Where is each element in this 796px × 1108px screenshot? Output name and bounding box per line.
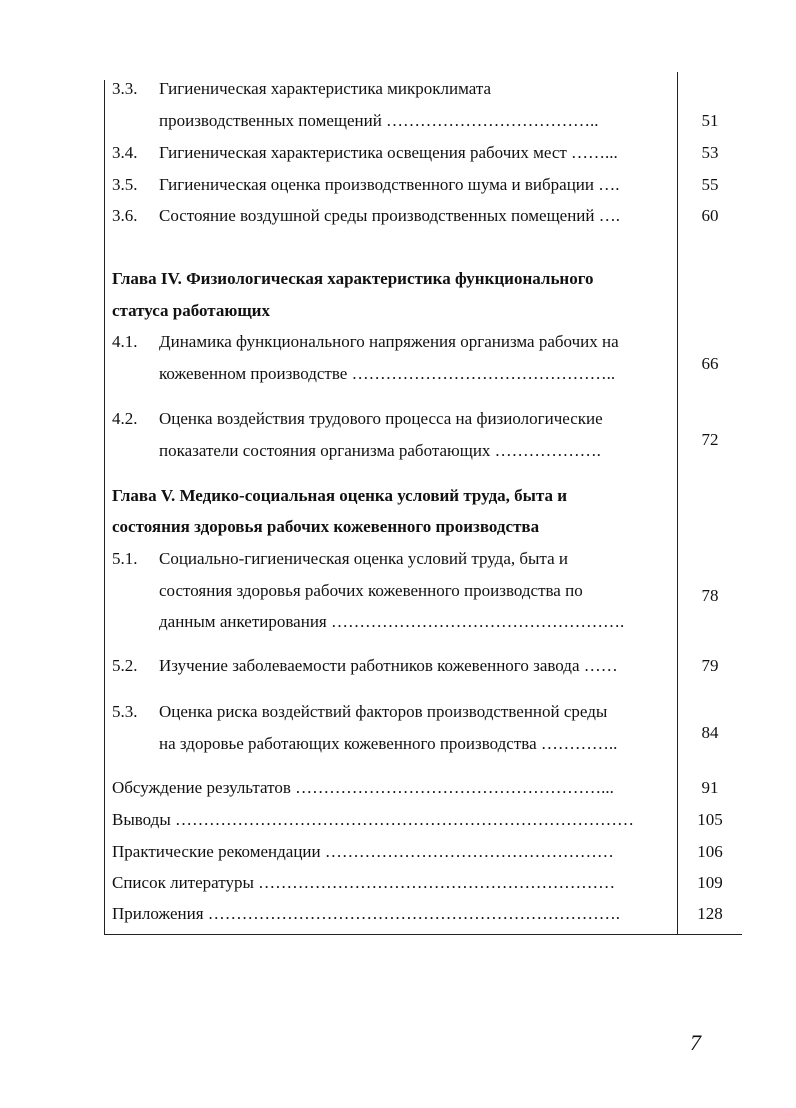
toc-entry-5-1-line-3: данным анкетирования ……………………………………………. [159,612,625,631]
toc-entry-title: Социально-гигиеническая оценка условий труда, быта и [159,549,568,568]
toc-entry-title: Гигиеническая характеристика освещения рабочих мест ……... [159,143,618,162]
chapter-4-heading-line-1: Глава IV. Физиологическая характеристика функционального [112,269,594,288]
toc-entry-3-6 [112,206,620,226]
toc-entry-3-5 [112,175,620,195]
toc-entry-title: Динамика функционального напряжения организма рабочих на [159,332,619,351]
toc-entry-title: Гигиеническая оценка производственного шума и вибрации …. [159,175,620,194]
toc-page-number: 51 [701,111,719,130]
toc-entry-3-4 [112,143,618,163]
toc-entry-title: Изучение заболеваемости работников кожевенного завода …… [159,656,618,675]
toc-page-number: 91 [701,778,719,797]
toc-entry-4-2-line-1 [112,409,603,429]
toc-entry-4-1-line-2: кожевенном производстве ……………………………………….. [159,364,616,383]
toc-page-number: 105 [697,810,723,829]
chapter-4-heading-line-2: статуса работающих [112,301,270,320]
toc-entry-5-1-line-1 [112,549,568,569]
toc-page-number: 79 [701,656,719,675]
toc-entry-4-1-line-1 [112,332,619,352]
toc-entry-references: Список литературы ……………………………………………………… [112,873,616,892]
toc-entry-number: 3.6. [112,206,138,225]
chapter-5-heading-line-1: Глава V. Медико-социальная оценка условий труда, быта и [112,486,568,505]
toc-page-number: 106 [697,842,723,861]
toc-entry-discussion: Обсуждение результатов ………………………………………………... [112,778,614,797]
toc-page-number: 66 [701,354,719,373]
toc-page-number: 72 [701,430,719,449]
toc-entry-number: 5.3. [112,702,138,721]
toc-entry-5-1-line-2: состояния здоровья рабочих кожевенного производства по [159,581,583,600]
toc-entry-appendices: Приложения ………………………………………………………………. [112,904,621,923]
toc-entry-recommendations: Практические рекомендации …………………………………………… [112,842,614,861]
chapter-5-heading-line-2: состояния здоровья рабочих кожевенного производства [112,517,540,536]
page-column-divider [677,72,678,935]
toc-entry-title: Оценка риска воздействий факторов производственной среды [159,702,608,721]
toc-entry-number: 4.1. [112,332,138,351]
toc-entry-number: 4.2. [112,409,138,428]
toc-page-number: 78 [701,586,719,605]
table-bottom-border [104,934,742,935]
toc-entry-number: 5.2. [112,656,138,675]
toc-entry-conclusions: Выводы ……………………………………………………………………… [112,810,635,829]
toc-page-number: 55 [701,175,719,194]
toc-entry-title: Гигиеническая характеристика микроклимата [159,79,491,98]
toc-entry-title: Оценка воздействия трудового процесса на физиологические [159,409,603,428]
toc-entry-5-3-line-2: на здоровье работающих кожевенного производства ………….. [159,734,618,753]
toc-entry-number: 3.4. [112,143,138,162]
toc-page-number: 53 [701,143,719,162]
toc-page-number: 60 [701,206,719,225]
toc-entry-5-2 [112,656,618,676]
table-left-border [104,80,105,935]
toc-page-number: 109 [697,873,723,892]
toc-entry-5-3-line-1 [112,702,607,722]
toc-entry-3-3-line-1 [112,79,491,99]
toc-entry-4-2-line-2: показатели состояния организма работающих ………………. [159,441,601,460]
toc-entry-number: 5.1. [112,549,138,568]
toc-entry-number: 3.3. [112,79,138,98]
toc-page-number: 128 [697,904,723,923]
toc-entry-title: Состояние воздушной среды производственных помещений …. [159,206,620,225]
sheet-page-number: 7 [690,1030,701,1055]
toc-entry-number: 3.5. [112,175,138,194]
toc-page-number: 84 [701,723,719,742]
toc-entry-3-3-line-2: производственных помещений ……………………………….. [159,111,599,130]
